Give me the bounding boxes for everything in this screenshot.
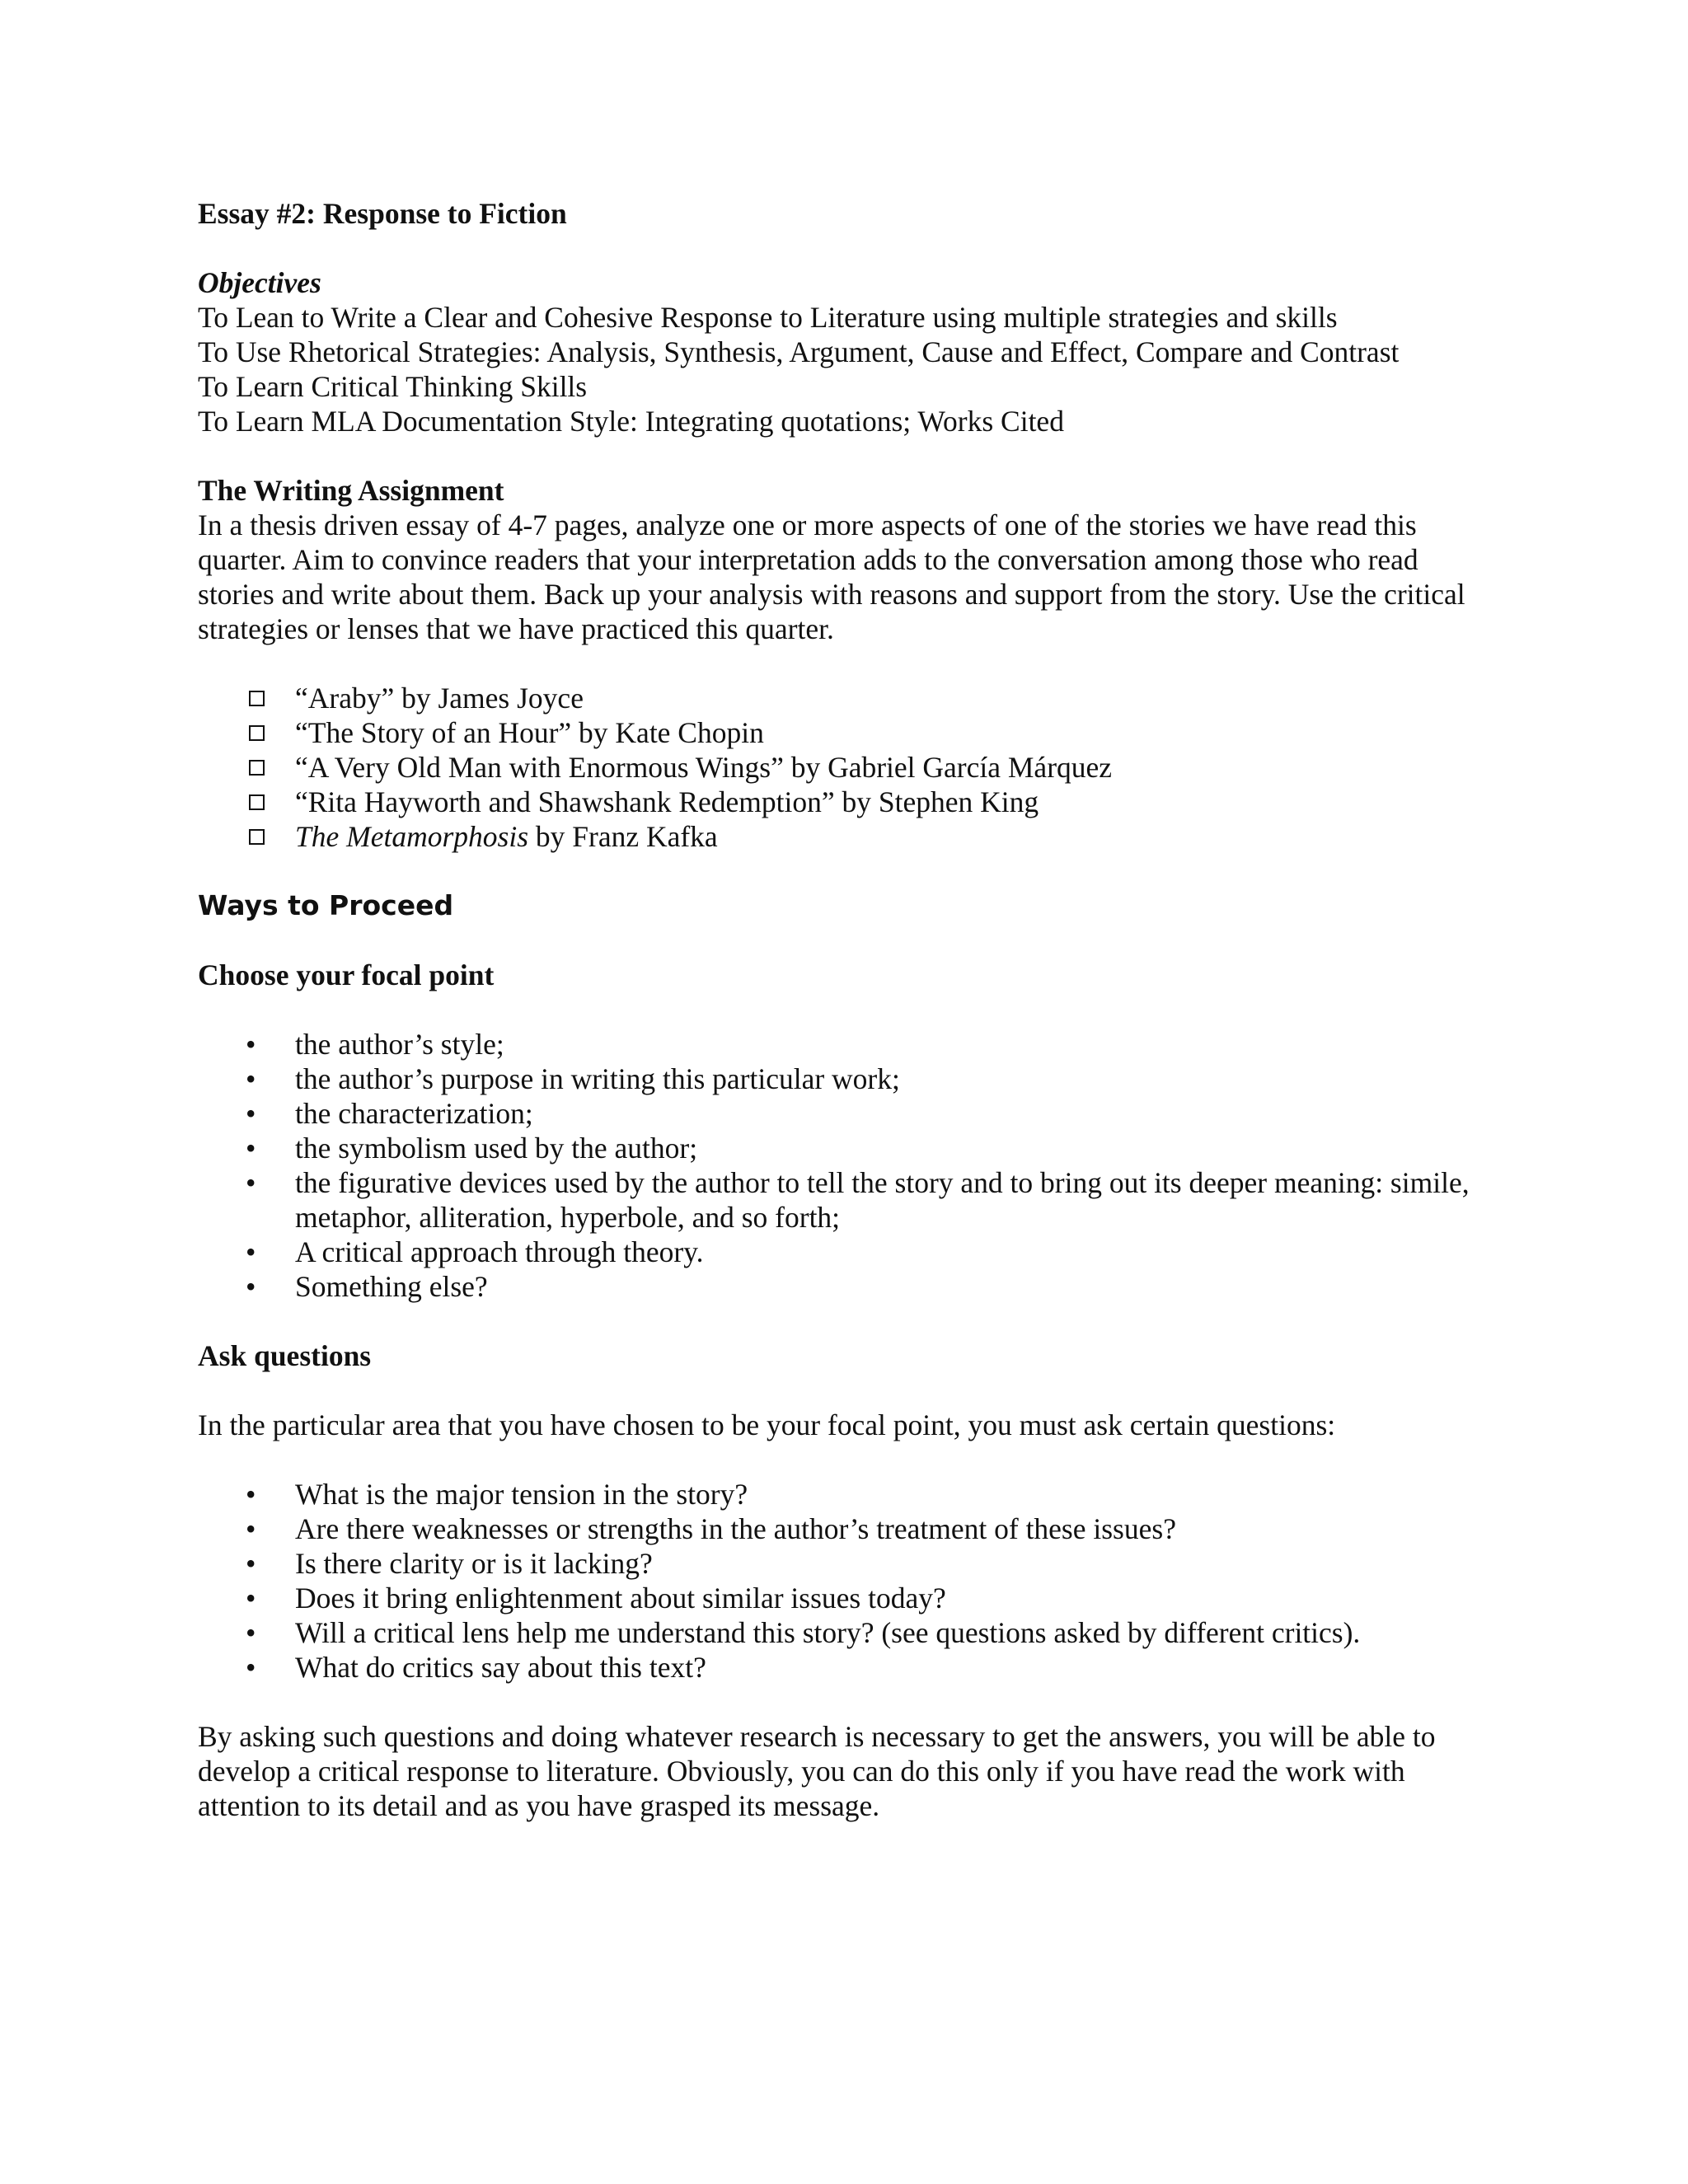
bullet-icon: •: [246, 1582, 256, 1615]
bullet-icon: •: [246, 1132, 256, 1165]
spacer: [198, 1304, 1533, 1338]
bullet-icon: •: [246, 1097, 256, 1130]
list-item-text: A critical approach through theory.: [295, 1235, 704, 1268]
list-item: [198, 1269, 1581, 1304]
story-checklist-item: [198, 715, 1533, 750]
story-author: by Franz Kafka: [528, 820, 718, 853]
spacer: [198, 1685, 1533, 1719]
list-item: [198, 1615, 1581, 1650]
spacer: [198, 923, 1533, 958]
story-title: “The Story of an Hour”: [295, 716, 572, 749]
list-item-text: the author’s purpose in writing this particular work;: [295, 1062, 900, 1095]
list-item-text: Are there weaknesses or strengths in the author’s treatment of these issues?: [295, 1512, 1176, 1545]
bullet-icon: •: [246, 1478, 256, 1511]
closing-paragraph: By asking such questions and doing whatever research is necessary to get the answers, you will be able to develop a critical response to literature. Obviously, you can do this only if you have read the work with attention to its detail and as you have grasped its message.: [198, 1720, 1436, 1822]
spacer: [198, 438, 1533, 473]
objective-line: To Learn Critical Thinking Skills: [198, 370, 588, 403]
list-item: [198, 1096, 1581, 1131]
list-item-text: the figurative devices used by the author to tell the story and to bring out its deeper meaning: simile, metaphor, alliteration, hyperbole, and so forth;: [295, 1166, 1470, 1234]
ways-to-proceed-heading: Ways to Proceed: [198, 889, 454, 921]
story-checklist: [198, 681, 1533, 854]
story-title: “Araby”: [295, 682, 395, 715]
writing-assignment-heading: The Writing Assignment: [198, 474, 504, 507]
list-item-text: the symbolism used by the author;: [295, 1132, 698, 1165]
checkbox-icon[interactable]: [249, 725, 265, 741]
spacer: [198, 646, 1533, 681]
list-item: [198, 1581, 1581, 1615]
objective-line: To Lean to Write a Clear and Cohesive Response to Literature using multiple strategies and skills: [198, 301, 1338, 334]
bullet-icon: •: [246, 1651, 256, 1684]
story-author: by Gabriel García Márquez: [783, 751, 1113, 784]
spacer: [198, 992, 1533, 1027]
list-item: [198, 1027, 1581, 1062]
checkbox-icon[interactable]: [249, 691, 265, 706]
bullet-icon: •: [246, 1166, 256, 1199]
list-item-text: What is the major tension in the story?: [295, 1478, 748, 1511]
bullet-icon: •: [246, 1616, 256, 1649]
story-checklist-item: [198, 750, 1533, 785]
focal-point-heading: Choose your focal point: [198, 958, 495, 991]
document-page: [198, 196, 1533, 1823]
spacer: [198, 231, 1533, 265]
list-item-text: Is there clarity or is it lacking?: [295, 1547, 653, 1580]
bullet-icon: •: [246, 1028, 256, 1061]
story-title: “A Very Old Man with Enormous Wings”: [295, 751, 784, 784]
questions-list: [198, 1477, 1533, 1685]
list-item-text: Something else?: [295, 1270, 488, 1303]
list-item: [198, 1511, 1581, 1546]
list-item: [198, 1546, 1581, 1581]
checkbox-icon[interactable]: [249, 829, 265, 845]
focal-point-list: [198, 1027, 1533, 1304]
list-item-text: Will a critical lens help me understand this story? (see questions asked by different critics).: [295, 1616, 1361, 1649]
list-item: [198, 1062, 1581, 1096]
bullet-icon: •: [246, 1235, 256, 1268]
checkbox-icon[interactable]: [249, 794, 265, 810]
objective-line: To Use Rhetorical Strategies: Analysis, Synthesis, Argument, Cause and Effect, Compare and Contrast: [198, 335, 1400, 368]
bullet-icon: •: [246, 1547, 256, 1580]
document-title: Essay #2: Response to Fiction: [198, 197, 567, 230]
ask-questions-heading: Ask questions: [198, 1339, 372, 1372]
writing-assignment-paragraph: In a thesis driven essay of 4-7 pages, analyze one or more aspects of one of the stories we have read this quarter. Aim to convince readers that your interpretation adds to the conversation among those who read stories and write about them. Back up your analysis with reasons and support from the story. Use the critical strategies or lenses that we have practiced this quarter.: [198, 509, 1465, 645]
list-item-text: the characterization;: [295, 1097, 533, 1130]
story-title: The Metamorphosis: [295, 820, 529, 853]
story-author: by Stephen King: [834, 785, 1039, 818]
story-checklist-item: [198, 819, 1533, 854]
story-checklist-item: [198, 681, 1533, 715]
list-item-text: the author’s style;: [295, 1028, 504, 1061]
ask-questions-intro: In the particular area that you have chosen to be your focal point, you must ask certain questions:: [198, 1408, 1336, 1441]
spacer: [198, 854, 1533, 888]
bullet-icon: •: [246, 1270, 256, 1303]
story-title: “Rita Hayworth and Shawshank Redemption”: [295, 785, 835, 818]
list-item: [198, 1650, 1581, 1685]
objective-line: To Learn MLA Documentation Style: Integrating quotations; Works Cited: [198, 405, 1064, 438]
list-item-text: Does it bring enlightenment about similar issues today?: [295, 1582, 946, 1615]
story-author: by James Joyce: [394, 682, 584, 715]
list-item-text: What do critics say about this text?: [295, 1651, 706, 1684]
checkbox-icon[interactable]: [249, 760, 265, 776]
list-item: [198, 1165, 1581, 1235]
list-item: [198, 1235, 1581, 1269]
bullet-icon: •: [246, 1062, 256, 1095]
list-item: [198, 1477, 1581, 1511]
spacer: [198, 1373, 1533, 1408]
spacer: [198, 1442, 1533, 1477]
story-author: by Kate Chopin: [571, 716, 764, 749]
story-checklist-item: [198, 785, 1533, 819]
list-item: [198, 1131, 1581, 1165]
objectives-heading: Objectives: [198, 266, 321, 299]
bullet-icon: •: [246, 1512, 256, 1545]
